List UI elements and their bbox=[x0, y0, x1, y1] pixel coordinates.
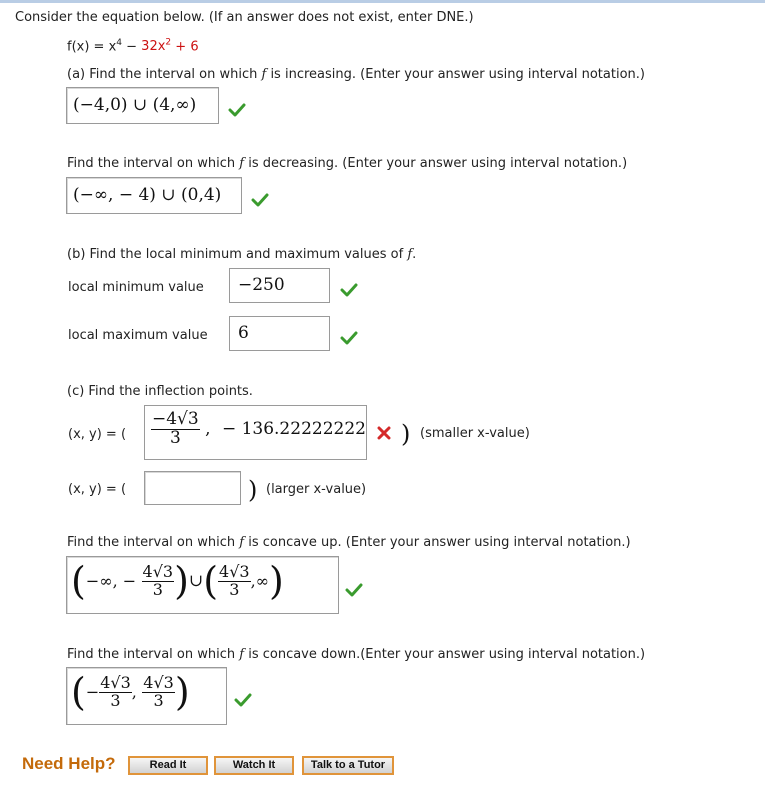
read-it-button[interactable]: Read It bbox=[128, 756, 208, 775]
local-max-value: 6 bbox=[238, 323, 249, 343]
question-intro: Consider the equation below. (If an answer does not exist, enter DNE.) bbox=[15, 10, 474, 25]
function-definition bbox=[67, 38, 199, 54]
x-mark-icon bbox=[375, 426, 393, 440]
decreasing-interval-input[interactable] bbox=[66, 177, 242, 214]
concave-down-prompt: Find the interval on which f is concave down.(Enter your answer using interval notation.) bbox=[67, 647, 646, 662]
check-icon bbox=[340, 283, 358, 297]
close-paren-2: ) bbox=[248, 476, 258, 504]
local-min-value: −250 bbox=[238, 275, 285, 295]
inflection-point-1-answer: $\frac{-4√3}{3}$ , − 136.22222222 bbox=[152, 409, 366, 448]
check-icon bbox=[234, 693, 252, 707]
larger-x-hint: (larger x-value) bbox=[266, 482, 367, 497]
check-icon bbox=[345, 583, 363, 597]
local-min-label: local minimum value bbox=[68, 280, 204, 295]
constant-term: + 6 bbox=[171, 39, 199, 55]
smaller-x-hint: (smaller x-value) bbox=[420, 426, 530, 441]
coefficient-term: $32x^2$ bbox=[141, 38, 172, 55]
concave-up-answer: (−∞, − $\frac{4√3}{3}$ )∪( $\frac{4√3}{3}$ ,∞) bbox=[71, 559, 284, 603]
local-max-input[interactable] bbox=[229, 316, 330, 351]
function-lhs: f(x) = x bbox=[67, 39, 117, 55]
check-icon bbox=[251, 193, 269, 207]
inflection-point-1-input[interactable] bbox=[144, 405, 367, 460]
inflection-point-2-input[interactable] bbox=[144, 471, 241, 505]
concave-up-input[interactable] bbox=[66, 556, 339, 614]
local-max-label: local maximum value bbox=[68, 328, 208, 343]
minus-sign: − bbox=[122, 39, 142, 55]
decreasing-answer: (−∞, − 4) ∪ (0,4) bbox=[73, 185, 222, 205]
need-help-label: Need Help? bbox=[22, 754, 116, 773]
xy-label-2: (x, y) = ( bbox=[68, 482, 127, 497]
local-min-input[interactable] bbox=[229, 268, 330, 303]
part-c-prompt: (c) Find the inflection points. bbox=[67, 384, 253, 399]
concave-down-input[interactable] bbox=[66, 667, 227, 725]
top-border bbox=[0, 0, 765, 3]
increasing-interval-input[interactable] bbox=[66, 87, 219, 124]
increasing-answer: (−4,0) ∪ (4,∞) bbox=[73, 95, 197, 115]
exp-4: 4 bbox=[116, 38, 122, 48]
check-icon bbox=[340, 331, 358, 345]
concave-up-prompt: Find the interval on which f is concave up. (Enter your answer using interval notation.) bbox=[67, 535, 631, 550]
watch-it-button[interactable]: Watch It bbox=[214, 756, 294, 775]
check-icon bbox=[228, 103, 246, 117]
concave-down-answer: (− $\frac{4√3}{3}$ , $\frac{4√3}{3}$ ) bbox=[71, 670, 190, 714]
talk-to-tutor-button[interactable]: Talk to a Tutor bbox=[302, 756, 394, 775]
decreasing-prompt: Find the interval on which f is decreasing. (Enter your answer using interval notation.) bbox=[67, 156, 628, 171]
close-paren-1: ) bbox=[401, 420, 411, 448]
xy-label-1: (x, y) = ( bbox=[68, 427, 127, 442]
part-b-prompt: (b) Find the local minimum and maximum values of f. bbox=[67, 247, 417, 262]
part-a-prompt: (a) Find the interval on which f is increasing. (Enter your answer using interval notation.) bbox=[67, 67, 645, 82]
